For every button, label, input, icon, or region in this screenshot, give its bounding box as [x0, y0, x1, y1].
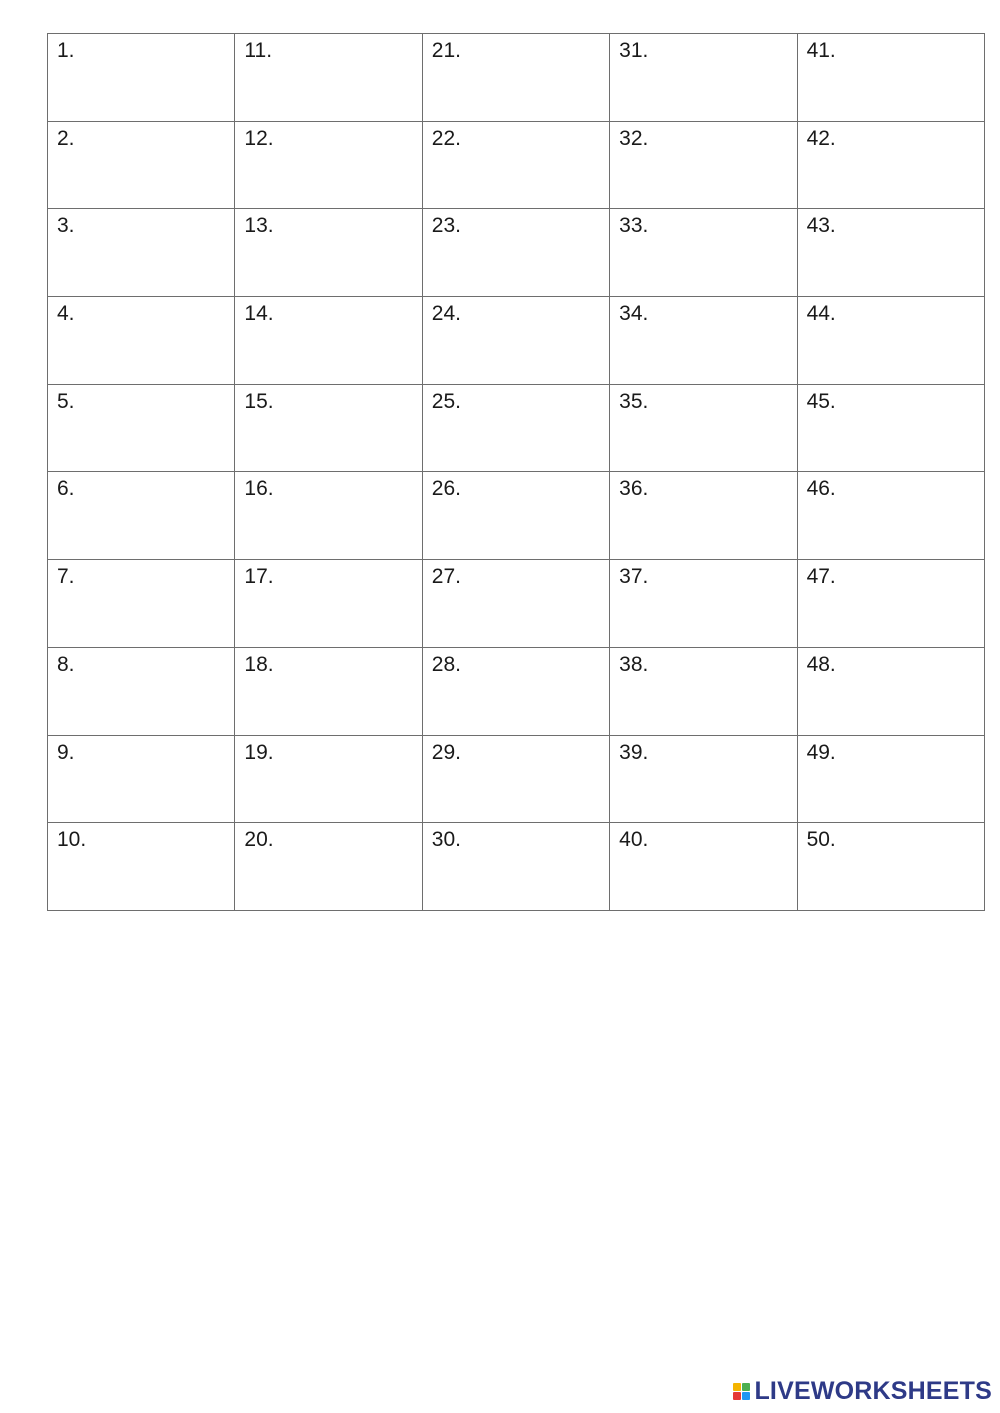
answer-cell: 11.: [235, 34, 422, 122]
answer-cell: 37.: [610, 560, 797, 648]
answer-cell: 48.: [797, 647, 984, 735]
answer-grid: [47, 33, 985, 911]
answer-grid-body: [48, 34, 985, 911]
grid-row: [48, 209, 985, 297]
grid-row: [48, 823, 985, 911]
grid-row: [48, 297, 985, 385]
answer-cell: 39.: [610, 735, 797, 823]
liveworksheets-logo: [733, 1377, 992, 1406]
answer-cell: 45.: [797, 384, 984, 472]
answer-cell: 44.: [797, 297, 984, 385]
answer-cell: 20.: [235, 823, 422, 911]
answer-cell: 17.: [235, 560, 422, 648]
answer-cell: 5.: [48, 384, 235, 472]
grid-row: [48, 121, 985, 209]
answer-cell: 16.: [235, 472, 422, 560]
answer-cell: 6.: [48, 472, 235, 560]
grid-row: [48, 647, 985, 735]
answer-cell: 14.: [235, 297, 422, 385]
answer-cell: 8.: [48, 647, 235, 735]
answer-cell: 36.: [610, 472, 797, 560]
answer-cell: 19.: [235, 735, 422, 823]
answer-cell: 9.: [48, 735, 235, 823]
answer-cell: 1.: [48, 34, 235, 122]
grid-row: [48, 472, 985, 560]
answer-cell: 25.: [422, 384, 609, 472]
answer-cell: 47.: [797, 560, 984, 648]
answer-cell: 50.: [797, 823, 984, 911]
grid-row: [48, 735, 985, 823]
answer-cell: 43.: [797, 209, 984, 297]
grid-row: [48, 34, 985, 122]
answer-cell: 24.: [422, 297, 609, 385]
answer-cell: 12.: [235, 121, 422, 209]
logo-square: [742, 1392, 750, 1400]
answer-cell: 22.: [422, 121, 609, 209]
answer-cell: 32.: [610, 121, 797, 209]
answer-cell: 49.: [797, 735, 984, 823]
answer-cell: 34.: [610, 297, 797, 385]
answer-cell: 31.: [610, 34, 797, 122]
answer-cell: 26.: [422, 472, 609, 560]
grid-row: [48, 560, 985, 648]
answer-cell: 2.: [48, 121, 235, 209]
answer-cell: 28.: [422, 647, 609, 735]
answer-cell: 3.: [48, 209, 235, 297]
logo-square: [733, 1392, 741, 1400]
logo-square: [733, 1383, 741, 1391]
brand-name: LIVEWORKSHEETS: [754, 1377, 992, 1405]
answer-cell: 41.: [797, 34, 984, 122]
answer-cell: 10.: [48, 823, 235, 911]
answer-cell: 21.: [422, 34, 609, 122]
answer-cell: 13.: [235, 209, 422, 297]
answer-cell: 35.: [610, 384, 797, 472]
answer-cell: 15.: [235, 384, 422, 472]
liveworksheets-mark-icon: [733, 1383, 750, 1400]
answer-cell: 18.: [235, 647, 422, 735]
answer-cell: 38.: [610, 647, 797, 735]
logo-square: [742, 1383, 750, 1391]
answer-cell: 23.: [422, 209, 609, 297]
answer-cell: 40.: [610, 823, 797, 911]
answer-cell: 7.: [48, 560, 235, 648]
answer-cell: 33.: [610, 209, 797, 297]
answer-cell: 29.: [422, 735, 609, 823]
answer-cell: 30.: [422, 823, 609, 911]
answer-cell: 4.: [48, 297, 235, 385]
answer-cell: 27.: [422, 560, 609, 648]
answer-cell: 46.: [797, 472, 984, 560]
grid-row: [48, 384, 985, 472]
answer-cell: 42.: [797, 121, 984, 209]
